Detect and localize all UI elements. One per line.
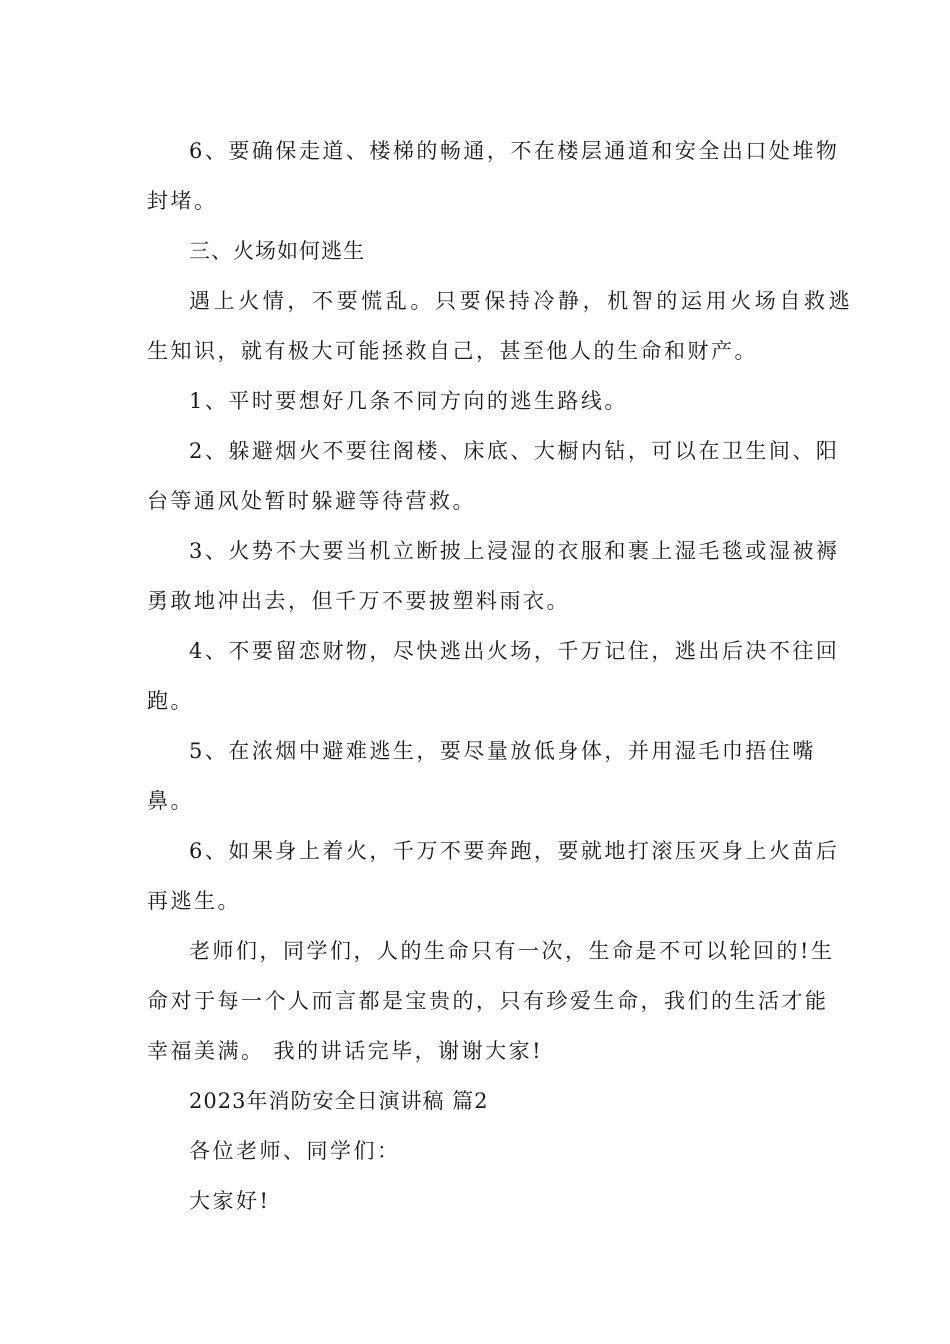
paragraph-line: 跑。 — [147, 689, 194, 713]
paragraph-line: 老师们，同学们，人的生命只有一次，生命是不可以轮回的!生 — [189, 939, 835, 963]
paragraph-line: 台等通风处暂时躲避等待营救。 — [147, 489, 476, 513]
salutation: 各位老师、同学们： — [189, 1139, 401, 1163]
paragraph-line: 封堵。 — [147, 189, 218, 213]
paragraph-line: 命对于每一个人而言都是宝贵的，只有珍爱生命，我们的生活才能 — [147, 989, 829, 1013]
section-heading: 三、火场如何逃生 — [189, 239, 365, 263]
paragraph-line: 遇上火情，不要慌乱。只要保持冷静，机智的运用火场自救逃 — [189, 289, 854, 313]
paragraph-line: 鼻。 — [147, 789, 194, 813]
paragraph-line: 5、在浓烟中避难逃生，要尽量放低身体，并用湿毛巾捂住嘴 — [189, 739, 816, 763]
paragraph-line: 6、要确保走道、楼梯的畅通，不在楼层通道和安全出口处堆物 — [189, 139, 840, 163]
paragraph-line: 3、火势不大要当机立断披上浸湿的衣服和裹上湿毛毯或湿被褥 — [189, 539, 840, 563]
paragraph-line: 生知识，就有极大可能拯救自己，甚至他人的生命和财产。 — [147, 339, 758, 363]
paragraph-line: 1、平时要想好几条不同方向的逃生路线。 — [189, 389, 628, 413]
paragraph-line: 勇敢地冲出去，但千万不要披塑料雨衣。 — [147, 589, 570, 613]
paragraph-line: 再逃生。 — [147, 889, 241, 913]
paragraph-line: 6、如果身上着火，千万不要奔跑，要就地打滚压灭身上火苗后 — [189, 839, 840, 863]
paragraph-line: 4、不要留恋财物，尽快逃出火场，千万记住，逃出后决不往回 — [189, 639, 840, 663]
paragraph-line: 2、躲避烟火不要往阁楼、床底、大橱内钻，可以在卫生间、阳 — [189, 439, 840, 463]
speech-title: 2023年消防安全日演讲稿 篇2 — [189, 1089, 489, 1113]
greeting: 大家好! — [189, 1189, 271, 1213]
paragraph-line: 幸福美满。 我的讲话完毕，谢谢大家! — [147, 1039, 544, 1063]
